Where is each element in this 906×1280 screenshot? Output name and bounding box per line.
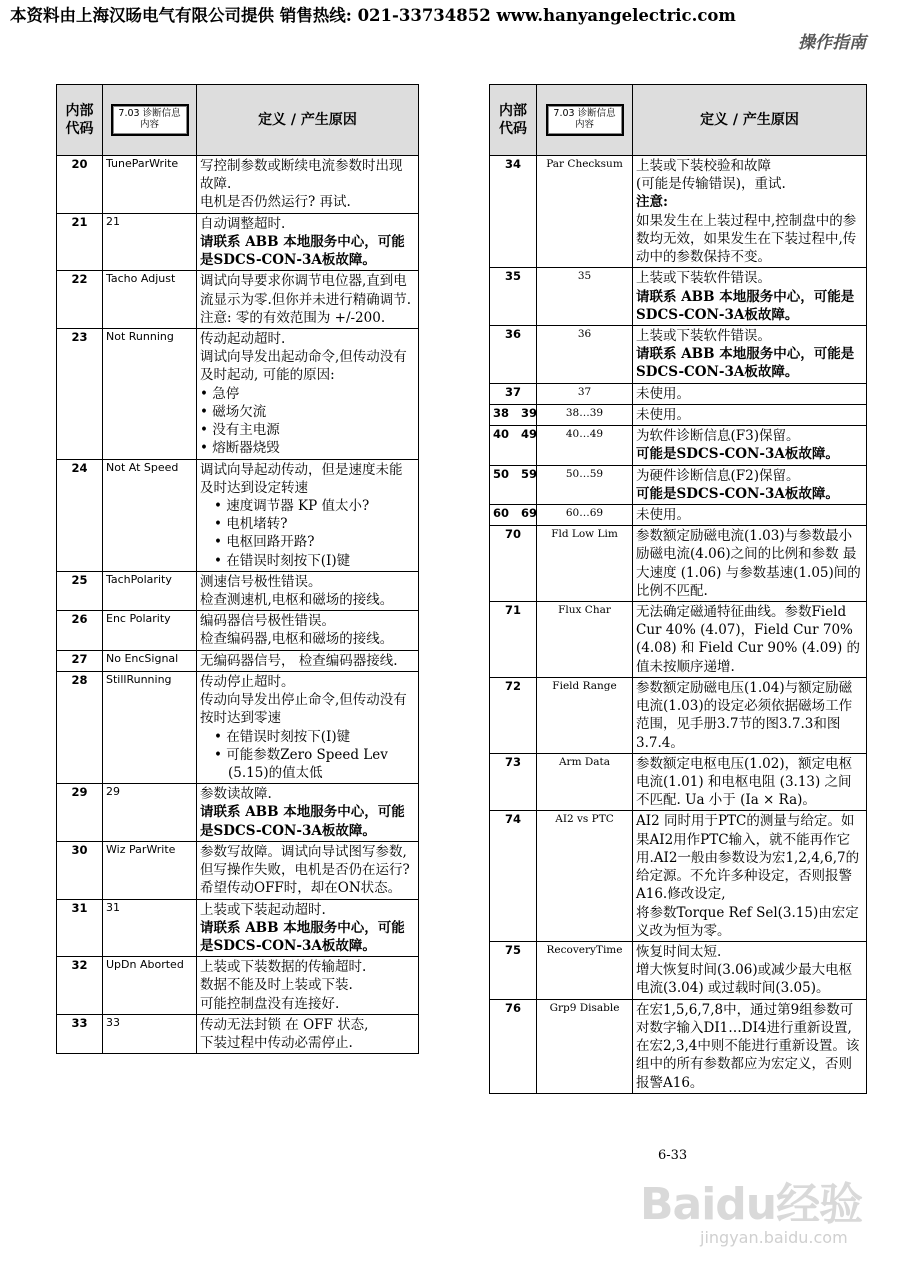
definition-cell — [633, 465, 867, 504]
definition-cell — [633, 941, 867, 999]
diagnostic-message: Arm Data — [537, 753, 633, 811]
diagnostic-message: Fld Low Lim — [537, 526, 633, 602]
definition-cell — [633, 404, 867, 425]
table-row — [57, 328, 419, 459]
definition-line: • 电枢回路开路? — [214, 534, 315, 551]
definition-line: 请联系 ABB 本地服务中心，可能是SDCS-CON-3A板故障。 — [636, 346, 855, 381]
definition-cell — [197, 650, 419, 671]
fault-code: 20 — [57, 156, 103, 214]
definition-cell — [197, 156, 419, 214]
definition-line: 上装或下装数据的传输超时. — [200, 959, 367, 976]
definition-line: 参数读故障. — [200, 786, 272, 803]
definition-cell — [197, 957, 419, 1015]
definition-cell — [633, 504, 867, 525]
definition-line: 传动起动超时. — [200, 330, 286, 347]
definition-line: 上装或下装软件错误。 — [636, 327, 771, 344]
fault-code: 72 — [490, 677, 537, 753]
definition-line: 无编码器信号， 检查编码器接线. — [200, 652, 398, 669]
fault-code: 28 — [57, 671, 103, 783]
definition-line: 在宏1,5,6,7,8中，通过第9组参数可对数字输入DI1…DI4进行重新设置,在宏2,3,4中则不能进行重新设置。该组中的所有参数都应为宏定义，否则报警A16。 — [636, 1001, 860, 1091]
fault-code: 24 — [57, 459, 103, 571]
definition-cell — [197, 571, 419, 610]
fault-code: 40 49 — [490, 426, 537, 465]
definition-cell — [197, 1014, 419, 1053]
definition-line: • 在错误时刻按下(I)键 — [214, 552, 351, 569]
definition-cell — [633, 268, 867, 326]
diagnostic-message: Flux Char — [537, 602, 633, 678]
definition-cell — [633, 526, 867, 602]
definition-cell — [197, 899, 419, 957]
definition-line: 增大恢复时间(3.06)或减少最大电枢电流(3.04) 或过载时间(3.05)。 — [636, 962, 853, 997]
fault-code: 21 — [57, 213, 103, 271]
definition-line: 上装或下装软件错误。 — [636, 270, 771, 287]
definition-line: 传动无法封锁 在 OFF 状态, — [200, 1016, 369, 1033]
diagnostic-message: Tacho Adjust — [103, 271, 197, 329]
diagnostic-message: TachPolarity — [103, 571, 197, 610]
definition-cell — [197, 271, 419, 329]
section-subtitle: 操作指南 — [798, 33, 866, 53]
diagnostic-message: 35 — [537, 268, 633, 326]
diagnostic-message: 60…69 — [537, 504, 633, 525]
definition-line: 传动向导发出停止命令,但传动没有按时达到零速 — [200, 692, 407, 727]
diagnostic-message: TuneParWrite — [103, 156, 197, 214]
diagnostics-table-right — [489, 84, 867, 1094]
fault-code: 32 — [57, 957, 103, 1015]
fault-code: 60 69 — [490, 504, 537, 525]
table-row — [57, 611, 419, 650]
diagnostic-message: No EncSignal — [103, 650, 197, 671]
diagnostic-message: 37 — [537, 383, 633, 404]
definition-line: (可能是传输错误)，重试. — [636, 176, 786, 193]
table-row — [490, 325, 867, 383]
definition-cell — [633, 602, 867, 678]
table-row — [490, 404, 867, 425]
diagnostic-message: StillRunning — [103, 671, 197, 783]
fault-code: 73 — [490, 753, 537, 811]
diagnostics-table-left — [56, 84, 419, 1054]
fault-code: 36 — [490, 325, 537, 383]
definition-line: 将参数Torque Ref Sel(3.15)由宏定义改为恒为零。 — [636, 904, 859, 939]
page-number: 6-33 — [658, 1148, 688, 1163]
table-row — [57, 156, 419, 214]
definition-line: • 速度调节器 KP 值太小? — [214, 497, 370, 514]
diagnostic-message: Enc Polarity — [103, 611, 197, 650]
table-row — [490, 383, 867, 404]
definition-line: 传动停止超时。 — [200, 673, 295, 690]
definition-line: 编码器信号极性错误。 — [200, 613, 335, 630]
table-row — [490, 426, 867, 465]
diagnostic-message: Wiz ParWrite — [103, 841, 197, 899]
message-box-icon: 7.03 诊断信息 内容 — [111, 104, 189, 136]
definition-cell — [633, 383, 867, 404]
table-row — [57, 459, 419, 571]
table-row — [57, 1014, 419, 1053]
definition-line: 调试向导发出起动命令,但传动没有及时起动, 可能的原因: — [200, 349, 407, 384]
table-row — [490, 504, 867, 525]
fault-code: 37 — [490, 383, 537, 404]
definition-line: • 可能参数Zero Speed Lev (5.15)的值太低 — [214, 746, 388, 781]
fault-code: 29 — [57, 784, 103, 842]
table-row — [57, 650, 419, 671]
table-row — [57, 957, 419, 1015]
definition-line: 数据不能及时上装或下装. — [200, 977, 353, 994]
table-row — [57, 671, 419, 783]
definition-cell — [197, 459, 419, 571]
definition-cell — [197, 671, 419, 783]
diagnostic-message: 40…49 — [537, 426, 633, 465]
definition-line: 测速信号极性错误。 — [200, 573, 322, 590]
column-header-definition: 定义 / 产生原因 — [197, 85, 419, 156]
fault-code: 75 — [490, 941, 537, 999]
table-row — [490, 602, 867, 678]
diagnostic-message: Not At Speed — [103, 459, 197, 571]
message-box-icon: 7.03 诊断信息 内容 — [546, 104, 624, 136]
table-row — [57, 841, 419, 899]
watermark-logo: Baidu经验 — [640, 1179, 863, 1230]
definition-cell — [633, 156, 867, 268]
definition-cell — [197, 611, 419, 650]
definition-line: 未使用。 — [636, 506, 690, 523]
diagnostic-message: 50…59 — [537, 465, 633, 504]
definition-line: • 急停 — [200, 385, 240, 402]
fault-code: 74 — [490, 811, 537, 942]
definition-line: 参数额定电枢电压(1.02)，额定电枢电流(1.01) 和电枢电阻 (3.13) 之间不匹配. Ua 小于 (Ia × Ra)。 — [636, 755, 853, 809]
definition-cell — [633, 426, 867, 465]
definition-line: 请联系 ABB 本地服务中心，可能是SDCS-CON-3A板故障。 — [200, 919, 405, 954]
definition-line: • 在错误时刻按下(I)键 — [214, 728, 351, 745]
diagnostic-message: 29 — [103, 784, 197, 842]
table-row — [490, 677, 867, 753]
header-banner: 本资料由上海汉旸电气有限公司提供 销售热线: 021-33734852 www.hanyangelectric.com — [10, 6, 736, 25]
diagnostic-message: 33 — [103, 1014, 197, 1053]
fault-code: 50 59 — [490, 465, 537, 504]
definition-line: 可能是SDCS-CON-3A板故障。 — [636, 446, 839, 463]
table-row — [490, 811, 867, 942]
table-row — [490, 999, 867, 1093]
definition-cell — [633, 811, 867, 942]
diagnostic-message: Par Checksum — [537, 156, 633, 268]
definition-cell — [197, 328, 419, 459]
column-header-message — [103, 85, 197, 156]
column-header-code: 内部 代码 — [57, 85, 103, 156]
fault-code: 25 — [57, 571, 103, 610]
table-row — [490, 526, 867, 602]
definition-line: 调试向导要求你调节电位器,直到电流显示为零.但你并未进行精确调节. — [200, 273, 412, 308]
definition-line: 参数写故障。调试向导试图写参数,但写操作失败，电机是否仍在运行? 希望传动OFF时，却在ON状态。 — [200, 843, 410, 897]
fault-code: 76 — [490, 999, 537, 1093]
definition-line: 电机是否仍然运行? 再试. — [200, 194, 351, 211]
table-row — [57, 899, 419, 957]
definition-line: • 熔断器烧毁 — [200, 440, 280, 457]
table-row — [490, 753, 867, 811]
fault-code: 71 — [490, 602, 537, 678]
definition-line: 自动调整超时. — [200, 215, 286, 232]
definition-line: 恢复时间太短. — [636, 943, 722, 960]
fault-code: 31 — [57, 899, 103, 957]
definition-line: • 磁场欠流 — [200, 403, 267, 420]
fault-code: 23 — [57, 328, 103, 459]
definition-line: 注意: 零的有效范围为 +/-200. — [200, 309, 386, 326]
table-row — [490, 156, 867, 268]
definition-line: 上装或下装起动超时. — [200, 901, 326, 918]
fault-code: 27 — [57, 650, 103, 671]
diagnostic-message: 38…39 — [537, 404, 633, 425]
definition-line: 为软件诊断信息(F3)保留。 — [636, 428, 800, 445]
definition-line: 检查编码器,电枢和磁场的接线。 — [200, 631, 394, 648]
column-header-code: 内部 代码 — [490, 85, 537, 156]
diagnostic-message: 36 — [537, 325, 633, 383]
definition-cell — [197, 213, 419, 271]
table-row — [57, 213, 419, 271]
definition-line: 上装或下装校验和故障 — [636, 158, 771, 174]
column-header-message — [537, 85, 633, 156]
table-row — [57, 271, 419, 329]
diagnostic-message: AI2 vs PTC — [537, 811, 633, 942]
fault-code: 30 — [57, 841, 103, 899]
table-row — [490, 268, 867, 326]
definition-line: • 电机堵转? — [214, 516, 288, 533]
table-row — [57, 571, 419, 610]
definition-line: 参数额定励磁电压(1.04)与额定励磁电流(1.03)的设定必须依据磁场工作范围，见手册3.7节的图3.7.3和图3.7.4。 — [636, 679, 853, 751]
definition-line: 下装过程中传动必需停止. — [200, 1035, 353, 1052]
diagnostic-message: RecoveryTime — [537, 941, 633, 999]
definition-line: 为硬件诊断信息(F2)保留。 — [636, 467, 800, 484]
diagnostic-message: Grp9 Disable — [537, 999, 633, 1093]
definition-line: 注意: — [636, 194, 668, 211]
definition-line: 可能控制盘没有连接好. — [200, 995, 340, 1012]
definition-cell — [633, 325, 867, 383]
fault-code: 22 — [57, 271, 103, 329]
table-row — [490, 465, 867, 504]
fault-code: 33 — [57, 1014, 103, 1053]
fault-code: 35 — [490, 268, 537, 326]
definition-line: 如果发生在上装过程中,控制盘中的参数均无效，如果发生在下装过程中,传动中的参数保持不变。 — [636, 212, 857, 266]
definition-line: 请联系 ABB 本地服务中心，可能是SDCS-CON-3A板故障。 — [200, 233, 405, 269]
fault-code: 26 — [57, 611, 103, 650]
definition-cell — [633, 999, 867, 1093]
column-header-definition: 定义 / 产生原因 — [633, 85, 867, 156]
definition-line: 写控制参数或断续电流参数时出现故障. — [200, 158, 403, 193]
fault-code: 38 39 — [490, 404, 537, 425]
baidu-watermark — [640, 1168, 890, 1268]
definition-line: 参数额定励磁电流(1.03)与参数最小励磁电流(4.06)之间的比例和参数 最大速度 (1.06) 与参数基速(1.05)间的比例不匹配. — [636, 528, 861, 599]
definition-line: 请联系 ABB 本地服务中心，可能是SDCS-CON-3A板故障。 — [200, 804, 405, 839]
table-row — [57, 784, 419, 842]
definition-line: 可能是SDCS-CON-3A板故障。 — [636, 485, 839, 502]
fault-code: 34 — [490, 156, 537, 268]
definition-line: • 没有主电源 — [200, 422, 280, 439]
diagnostic-message: Not Running — [103, 328, 197, 459]
fault-code: 70 — [490, 526, 537, 602]
definition-line: 未使用。 — [636, 385, 690, 402]
definition-cell — [633, 677, 867, 753]
diagnostic-message: Field Range — [537, 677, 633, 753]
definition-line: 调试向导起动传动，但是速度未能及时达到设定转速 — [200, 461, 403, 496]
diagnostic-message: 31 — [103, 899, 197, 957]
diagnostic-message: UpDn Aborted — [103, 957, 197, 1015]
definition-line: 未使用。 — [636, 406, 690, 423]
definition-line: AI2 同时用于PTC的测量与给定。如果AI2用作PTC输入，就不能再作它用.AI2一般由参数设为宏1,2,4,6,7的给定源。不允许多种设定，否则报警A16.修改设定, — [636, 813, 860, 903]
table-row — [490, 941, 867, 999]
definition-line: 无法确定磁通特征曲线。参数Field Cur 40% (4.07)，Field Cur 70% (4.08) 和 Field Cur 90% (4.09) 的值未按顺序递增. — [636, 604, 861, 675]
definition-cell — [197, 841, 419, 899]
definition-cell — [633, 753, 867, 811]
definition-cell — [197, 784, 419, 842]
definition-line: 请联系 ABB 本地服务中心，可能是SDCS-CON-3A板故障。 — [636, 288, 855, 323]
watermark-url: jingyan.baidu.com — [700, 1228, 848, 1247]
definition-line: 检查测速机,电枢和磁场的接线。 — [200, 592, 394, 609]
diagnostic-message: 21 — [103, 213, 197, 271]
